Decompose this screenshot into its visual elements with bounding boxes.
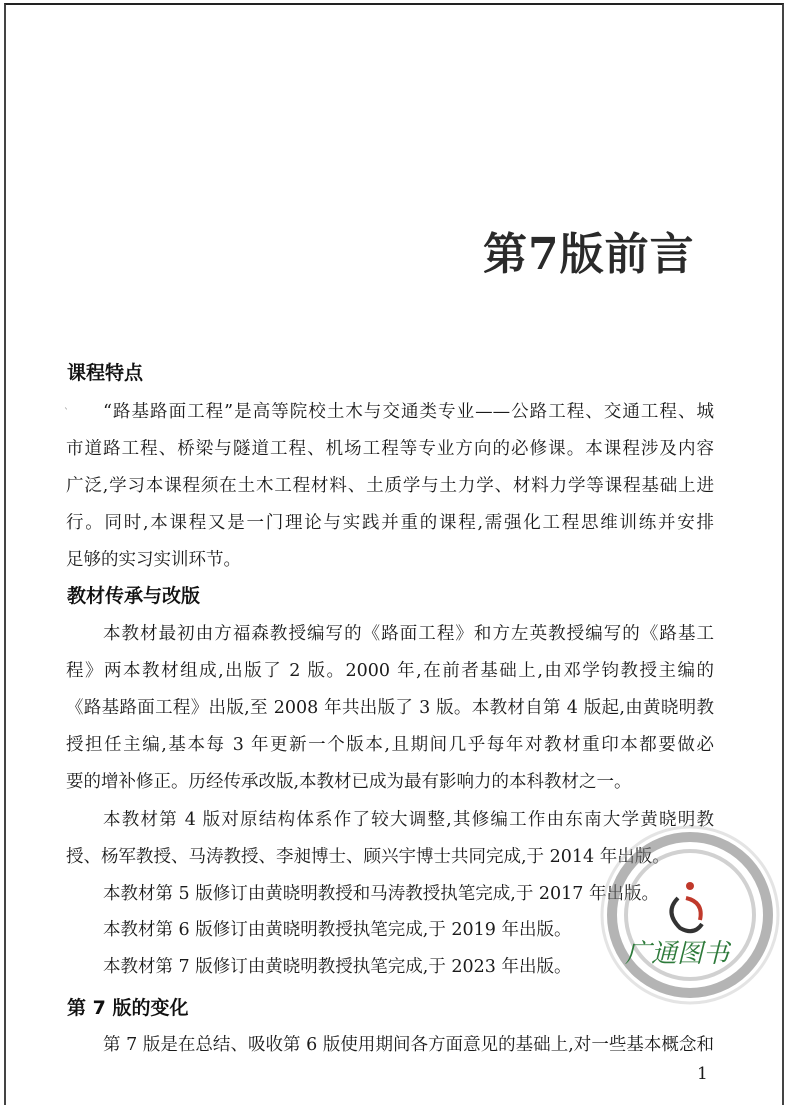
text-line: 本教材第 7 版修订由黄晓明教授执笔完成,于 2023 年出版。 [103, 957, 572, 977]
text-line: 《路基路面工程》出版,至 2008 年共出版了 3 版。本教材自第 4 版起,由黄晓明教 [66, 698, 714, 718]
watermark-text: 广通图书 [625, 939, 730, 969]
section-heading-course-features: 课程特点 [67, 362, 144, 384]
text-line: 授、杨军教授、马涛教授、李昶博士、顾兴宇博士共同完成,于 2014 年出版。 [66, 847, 670, 867]
section-heading-textbook-history: 教材传承与改版 [67, 585, 201, 607]
text-line: 授担任主编,基本每 3 年更新一个版本,且期间几乎每年对教材重印本都要做必 [66, 735, 714, 755]
scan-mark: ` [64, 408, 69, 419]
text-line: 本教材第 5 版修订由黄晓明教授和马涛教授执笔完成,于 2017 年出版。 [103, 884, 659, 904]
text-line: 市道路工程、桥梁与隧道工程、机场工程等专业方向的必修课。本课程涉及内容 [66, 439, 714, 459]
text-line: 行。同时,本课程又是一门理论与实践并重的课程,需强化工程思维训练并安排 [66, 513, 714, 533]
section-heading-7th-edition-changes: 第 7 版的变化 [67, 997, 189, 1019]
text-line: 第 7 版是在总结、吸收第 6 版使用期间各方面意见的基础上,对一些基本概念和 [103, 1035, 714, 1055]
text-line: 程》两本教材组成,出版了 2 版。2000 年,在前者基础上,由邓学钧教授主编的 [66, 661, 714, 681]
text-line: 本教材最初由方福森教授编写的《路面工程》和方左英教授编写的《路基工 [103, 624, 714, 644]
text-line: 足够的实习实训环节。 [66, 550, 241, 570]
logo-icon [671, 882, 702, 931]
page-title: 第7版前言 [483, 229, 695, 280]
text-line: “路基路面工程”是高等院校土木与交通类专业——公路工程、交通工程、城 [103, 402, 714, 422]
text-line: 本教材第 4 版对原结构体系作了较大调整,其修编工作由东南大学黄晓明教 [103, 810, 714, 830]
text-line: 广泛,学习本课程须在土木工程材料、土质学与土力学、材料力学等课程基础上进 [66, 476, 714, 496]
text-line: 要的增补修正。历经传承改版,本教材已成为最有影响力的本科教材之一。 [66, 772, 632, 792]
page-number: 1 [697, 1064, 708, 1084]
text-line: 本教材第 6 版修订由黄晓明教授执笔完成,于 2019 年出版。 [103, 920, 572, 940]
watermark-stamp [590, 820, 790, 1010]
